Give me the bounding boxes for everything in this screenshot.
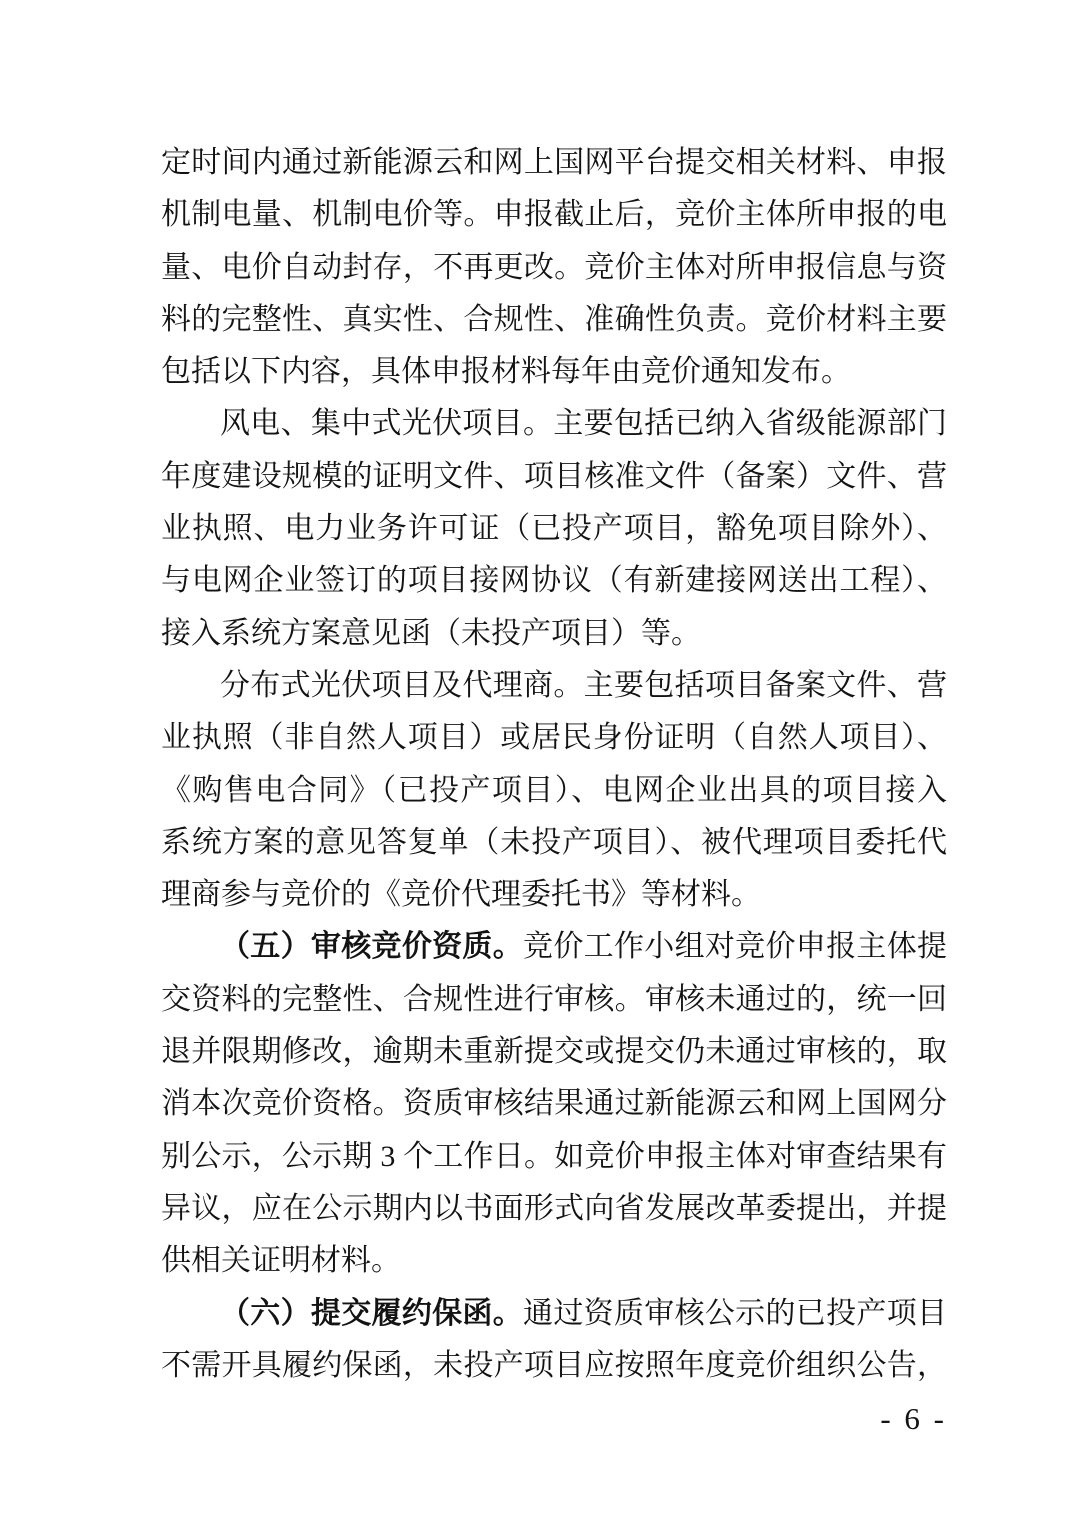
body-text: 《购售电合同》（已投产项目）、电网企业出具的项目接入: [161, 773, 947, 807]
body-text: 异议，应在公示期内以书面形式向省发展改革委提出，并提: [161, 1191, 947, 1225]
text-line: [161, 712, 947, 764]
text-line: [161, 398, 947, 450]
body-text: 定时间内通过新能源云和网上国网平台提交相关材料、申报: [161, 146, 947, 179]
text-line: [161, 189, 947, 241]
text-line: [161, 503, 947, 555]
text-line: [161, 137, 947, 189]
body-text: 通过资质审核公示的已投产项目: [523, 1296, 948, 1330]
body-text: 不需开具履约保函，未投产项目应按照年度竞价组织公告，: [161, 1348, 947, 1382]
body-text: 交资料的完整性、合规性进行审核。审核未通过的，统一回: [161, 982, 947, 1016]
section-heading-text: （五）审核竞价资质。: [220, 930, 524, 964]
text-line: [161, 1288, 947, 1340]
section-heading-text: （六）提交履约保函。: [220, 1296, 524, 1330]
text-line: [161, 242, 947, 294]
text-line: [161, 765, 947, 817]
text-line: [161, 346, 947, 398]
text-line: [161, 294, 947, 346]
text-line: [161, 1026, 947, 1078]
body-text: 别公示，公示期 3 个工作日。如竞价申报主体对审查结果有: [161, 1139, 947, 1173]
body-text: 消本次竞价资格。资质审核结果通过新能源云和网上国网分: [161, 1087, 947, 1121]
body-text: 分布式光伏项目及代理商。主要包括项目备案文件、营: [220, 668, 947, 702]
page-number: - 6 -: [880, 1401, 947, 1436]
text-line: [161, 817, 947, 869]
text-line: [161, 869, 947, 921]
document-body: [161, 137, 947, 1392]
text-line: [161, 1131, 947, 1183]
body-text: 供相关证明材料。: [161, 1244, 401, 1278]
body-text: 理商参与竞价的《竞价代理委托书》等材料。: [161, 878, 761, 912]
body-text: 量、电价自动封存，不再更改。竞价主体对所申报信息与资: [161, 250, 947, 284]
text-line: [161, 974, 947, 1026]
body-text: 包括以下内容，具体申报材料每年由竞价通知发布。: [161, 355, 851, 389]
body-text: 系统方案的意见答复单（未投产项目）、被代理项目委托代: [161, 825, 947, 859]
text-line: [161, 1183, 947, 1235]
text-line: [161, 1340, 947, 1392]
text-line: [161, 1235, 947, 1287]
text-line: [161, 555, 947, 607]
body-text: 料的完整性、真实性、合规性、准确性负责。竞价材料主要: [161, 302, 947, 336]
body-text: 年度建设规模的证明文件、项目核准文件（备案）文件、营: [161, 459, 947, 493]
body-text: 业执照（非自然人项目）或居民身份证明（自然人项目）、: [161, 721, 947, 755]
body-text: 与电网企业签订的项目接网协议（有新建接网送出工程）、: [161, 564, 947, 598]
body-text: 退并限期修改，逾期未重新提交或提交仍未通过审核的，取: [161, 1035, 947, 1069]
text-line: [161, 1078, 947, 1130]
text-line: [161, 921, 947, 973]
body-text: 机制电量、机制电价等。申报截止后，竞价主体所申报的电: [161, 198, 947, 232]
text-line: [161, 660, 947, 712]
body-text: 风电、集中式光伏项目。主要包括已纳入省级能源部门: [220, 407, 947, 441]
text-line: [161, 608, 947, 660]
body-text: 接入系统方案意见函（未投产项目）等。: [161, 616, 701, 650]
text-line: [161, 451, 947, 503]
body-text: 业执照、电力业务许可证（已投产项目，豁免项目除外）、: [161, 512, 947, 546]
body-text: 竞价工作小组对竞价申报主体提: [523, 930, 948, 964]
